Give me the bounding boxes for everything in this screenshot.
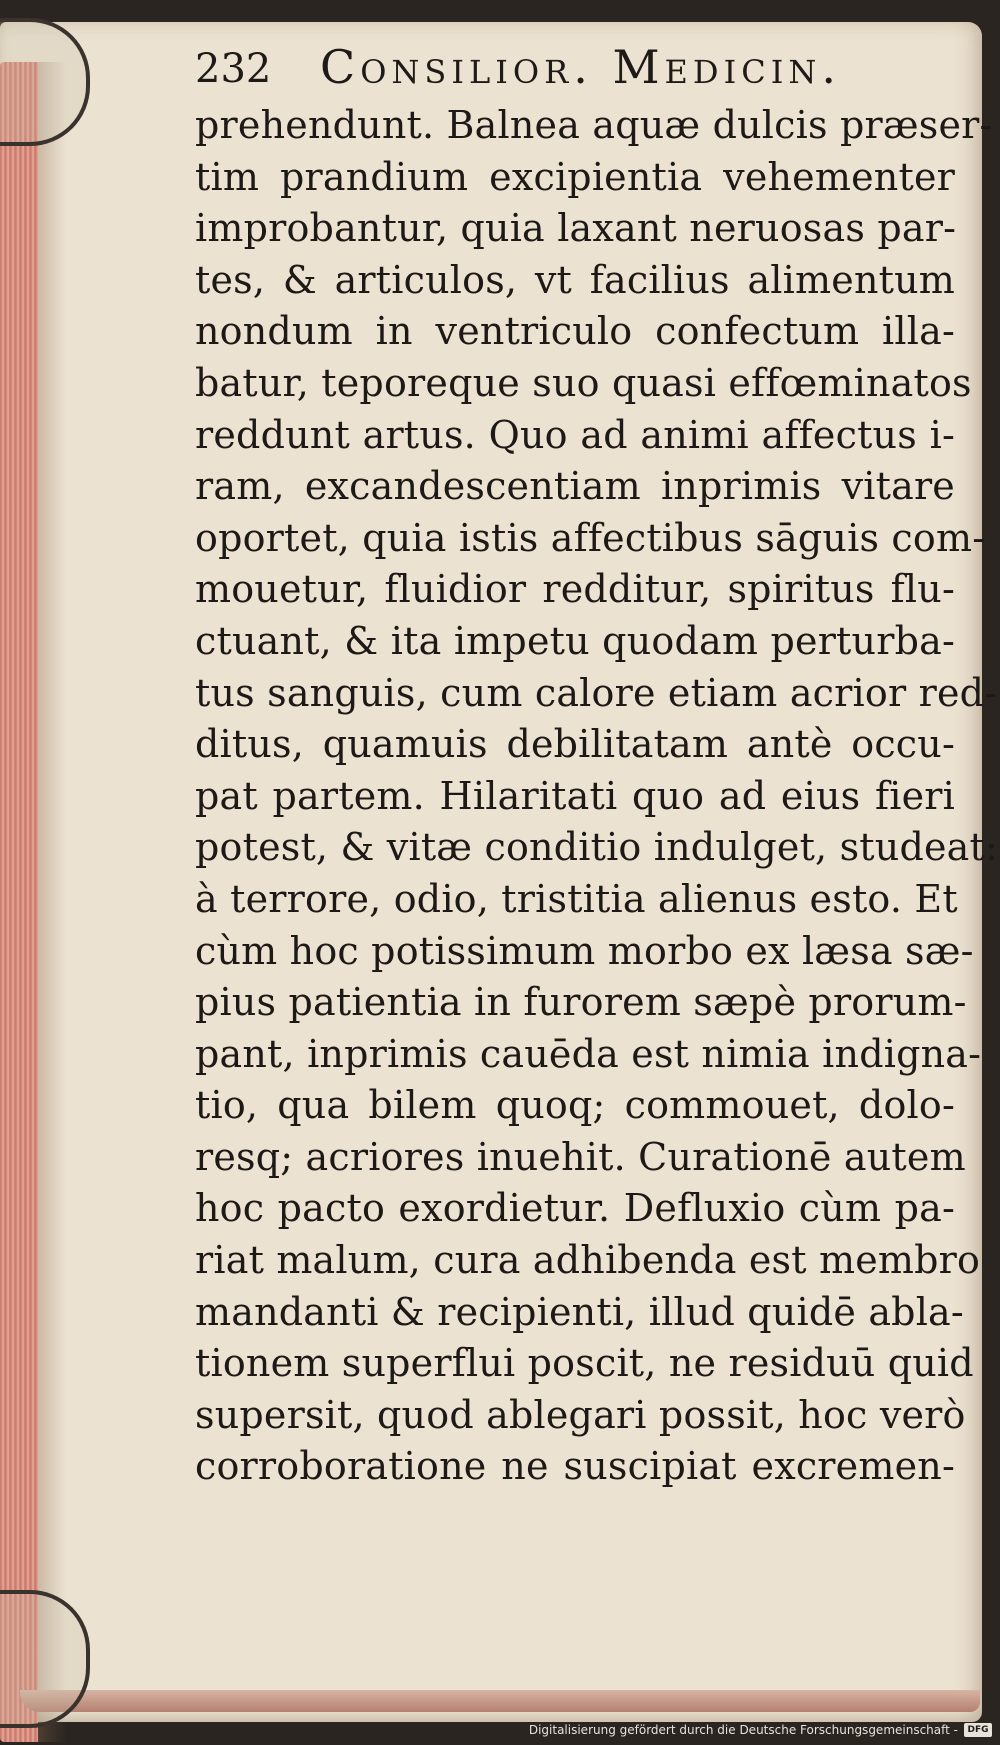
body-text	[195, 100, 998, 1493]
text-line: tionem superflui poscit, ne residuū quid	[195, 1341, 974, 1386]
text-line: ctuant, & ita impetu quodam perturba-	[195, 618, 955, 663]
running-head	[195, 40, 915, 100]
text-line: tim prandium excipientia vehementer	[195, 154, 955, 199]
page-bottom-edge	[20, 1690, 980, 1712]
text-line: pius patientia in furorem sæpè prorum-	[195, 980, 967, 1025]
text-line: tes, & articulos, vt facilius alimentum	[195, 257, 955, 302]
text-line: tio, qua bilem quoq; commouet, dolo-	[195, 1083, 955, 1128]
text-line: mouetur, fluidior redditur, spiritus flu-	[195, 567, 955, 612]
text-line: hoc pacto exordietur. Defluxio cùm pa-	[195, 1186, 955, 1231]
text-line: prehendunt. Balnea aquæ dulcis præser-	[195, 103, 993, 147]
text-line: corroboratione ne suscipiat excremen-	[195, 1444, 955, 1489]
credit-text: Digitalisierung gefördert durch die Deutsche Forschungsgemeinschaft -	[528, 1723, 958, 1737]
text-line: supersit, quod ablegari possit, hoc verò	[195, 1392, 966, 1437]
text-line: reddunt artus. Quo ad animi affectus i-	[195, 412, 955, 457]
text-line: mandanti & recipienti, illud quidē abla-	[195, 1289, 964, 1334]
page-number: 232	[195, 46, 272, 92]
text-line: cùm hoc potissimum morbo ex læsa sæ-	[195, 928, 974, 973]
running-title: Consilior. Medicin.	[320, 40, 841, 94]
page-edge-red	[0, 62, 38, 1742]
text-line: improbantur, quia laxant neruosas par-	[195, 206, 957, 251]
text-line: à terrore, odio, tristitia alienus esto. Et	[195, 876, 958, 921]
text-line: pant, inprimis cauēda est nimia indigna-	[195, 1031, 982, 1076]
text-line: pat partem. Hilaritati quo ad eius fieri	[195, 773, 955, 818]
gutter-shadow	[38, 62, 66, 1742]
text-line: oportet, quia istis affectibus sāguis com-	[195, 515, 986, 560]
text-line: resq; acriores inuehit. Curationē autem	[195, 1134, 966, 1179]
text-line: nondum in ventriculo confectum illa-	[195, 309, 955, 354]
text-line: ram, excandescentiam inprimis vitare	[195, 464, 955, 509]
text-line: potest, & vitæ conditio indulget, studeat:	[195, 825, 998, 870]
text-line: ditus, quamuis debilitatam antè occu-	[195, 722, 955, 767]
text-line: tus sanguis, cum calore etiam acrior red-	[195, 670, 998, 715]
text-line: riat malum, cura adhibenda est membro	[195, 1238, 981, 1283]
digitization-credit	[529, 1721, 992, 1739]
text-line: batur, teporeque suo quasi effœminatos	[195, 360, 972, 405]
dfg-logo-icon: DFG	[964, 1723, 992, 1737]
